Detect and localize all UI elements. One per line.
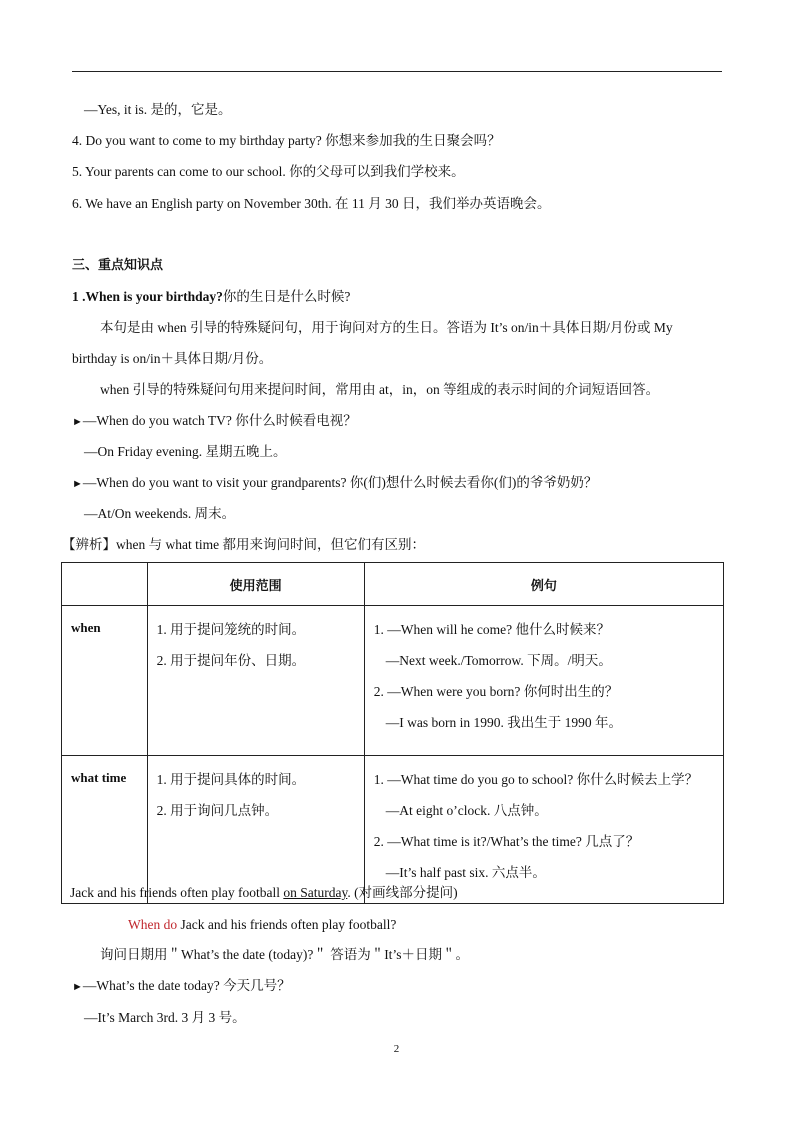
- row-examples: 1. —When will he come? 他什么时候来？ —Next week./Tomorrow. 下周。/明天。 2. —When were you born? 你何时出生的？ —I was born in 1990. 我出生于 1990 年。: [364, 606, 723, 756]
- sentence-4: 4. Do you want to come to my birthday party? 你想来参加我的生日聚会吗？: [72, 133, 501, 148]
- explanation-para-2: when 引导的特殊疑问句用来提问时间，常用由 at，in，on 等组成的表示时间的介词短语回答。: [100, 382, 660, 397]
- answer-highlight: When do: [128, 917, 178, 932]
- example-1-answer: —On Friday evening. 星期五晚上。: [84, 444, 287, 459]
- point-title-zh: 你的生日是什么时候?: [222, 289, 351, 304]
- point-title: [72, 288, 350, 306]
- row-term: when: [62, 606, 148, 756]
- header-empty: [62, 563, 148, 606]
- comparison-table: [61, 562, 724, 904]
- underlined-phrase: on Saturday: [283, 885, 348, 900]
- explanation-line-2: birthday is on/in＋具体日期/月份。: [72, 351, 273, 366]
- row-term: what time: [62, 756, 148, 904]
- row-usage: 1. 用于提问笼统的时间。 2. 用于提问年份、日期。: [147, 606, 364, 756]
- row-usage: 1. 用于提问具体的时间。 2. 用于询问几点钟。: [147, 756, 364, 904]
- section-heading: 三、重点知识点: [72, 258, 164, 273]
- date-question: ►—What’s the date today? 今天几号？: [72, 978, 291, 993]
- header-usage: 使用范围: [147, 563, 364, 606]
- example-2-question: ►—When do you want to visit your grandparents? 你(们)想什么时候去看你(们)的爷爷奶奶？: [72, 475, 598, 490]
- row-examples: 1. —What time do you go to school? 你什么时候去上学？ —At eight o’clock. 八点钟。 2. —What time is it?/What’s the time? 几点了？ —It’s half past six. 六点半。: [364, 756, 723, 904]
- point-title-en: 1 .When is your birthday?: [72, 289, 223, 304]
- table-row: [62, 756, 724, 904]
- explanation-line-1: 本句是由 when 引导的特殊疑问句，用于询问对方的生日。答语为 It’s on/in＋具体日期/月份或 My: [100, 320, 673, 335]
- exercise-sentence: Jack and his friends often play football on Saturday. (对画线部分提问): [70, 885, 458, 900]
- bullet-triangle-icon: ►: [72, 981, 83, 993]
- header-examples: 例句: [364, 563, 723, 606]
- bullet-triangle-icon: ►: [72, 416, 83, 428]
- date-answer: —It’s March 3rd. 3 月 3 号。: [84, 1010, 246, 1025]
- analysis-note: 【辨析】when 与 what time 都用来询问时间，但它们有区别：: [62, 537, 425, 552]
- sentence-6: 6. We have an English party on November 30th. 在 11 月 30 日，我们举办英语晚会。: [72, 196, 551, 211]
- table-row: [62, 606, 724, 756]
- bullet-triangle-icon: ►: [72, 478, 83, 490]
- page-number: 2: [393, 1043, 400, 1055]
- sentence-5: 5. Your parents can come to our school. 你的父母可以到我们学校来。: [72, 164, 465, 179]
- table-header-row: [62, 563, 724, 606]
- example-2-answer: —At/On weekends. 周末。: [84, 506, 236, 521]
- answer-line: —Yes, it is. 是的，它是。: [84, 102, 232, 117]
- header-rule: [72, 71, 722, 72]
- date-note: 询问日期用＂What’s the date (today)?＂ 答语为＂It’s＋日期＂。: [100, 947, 469, 962]
- exercise-answer: When do Jack and his friends often play football?: [128, 917, 397, 932]
- example-1-question: ►—When do you watch TV? 你什么时候看电视？: [72, 413, 357, 428]
